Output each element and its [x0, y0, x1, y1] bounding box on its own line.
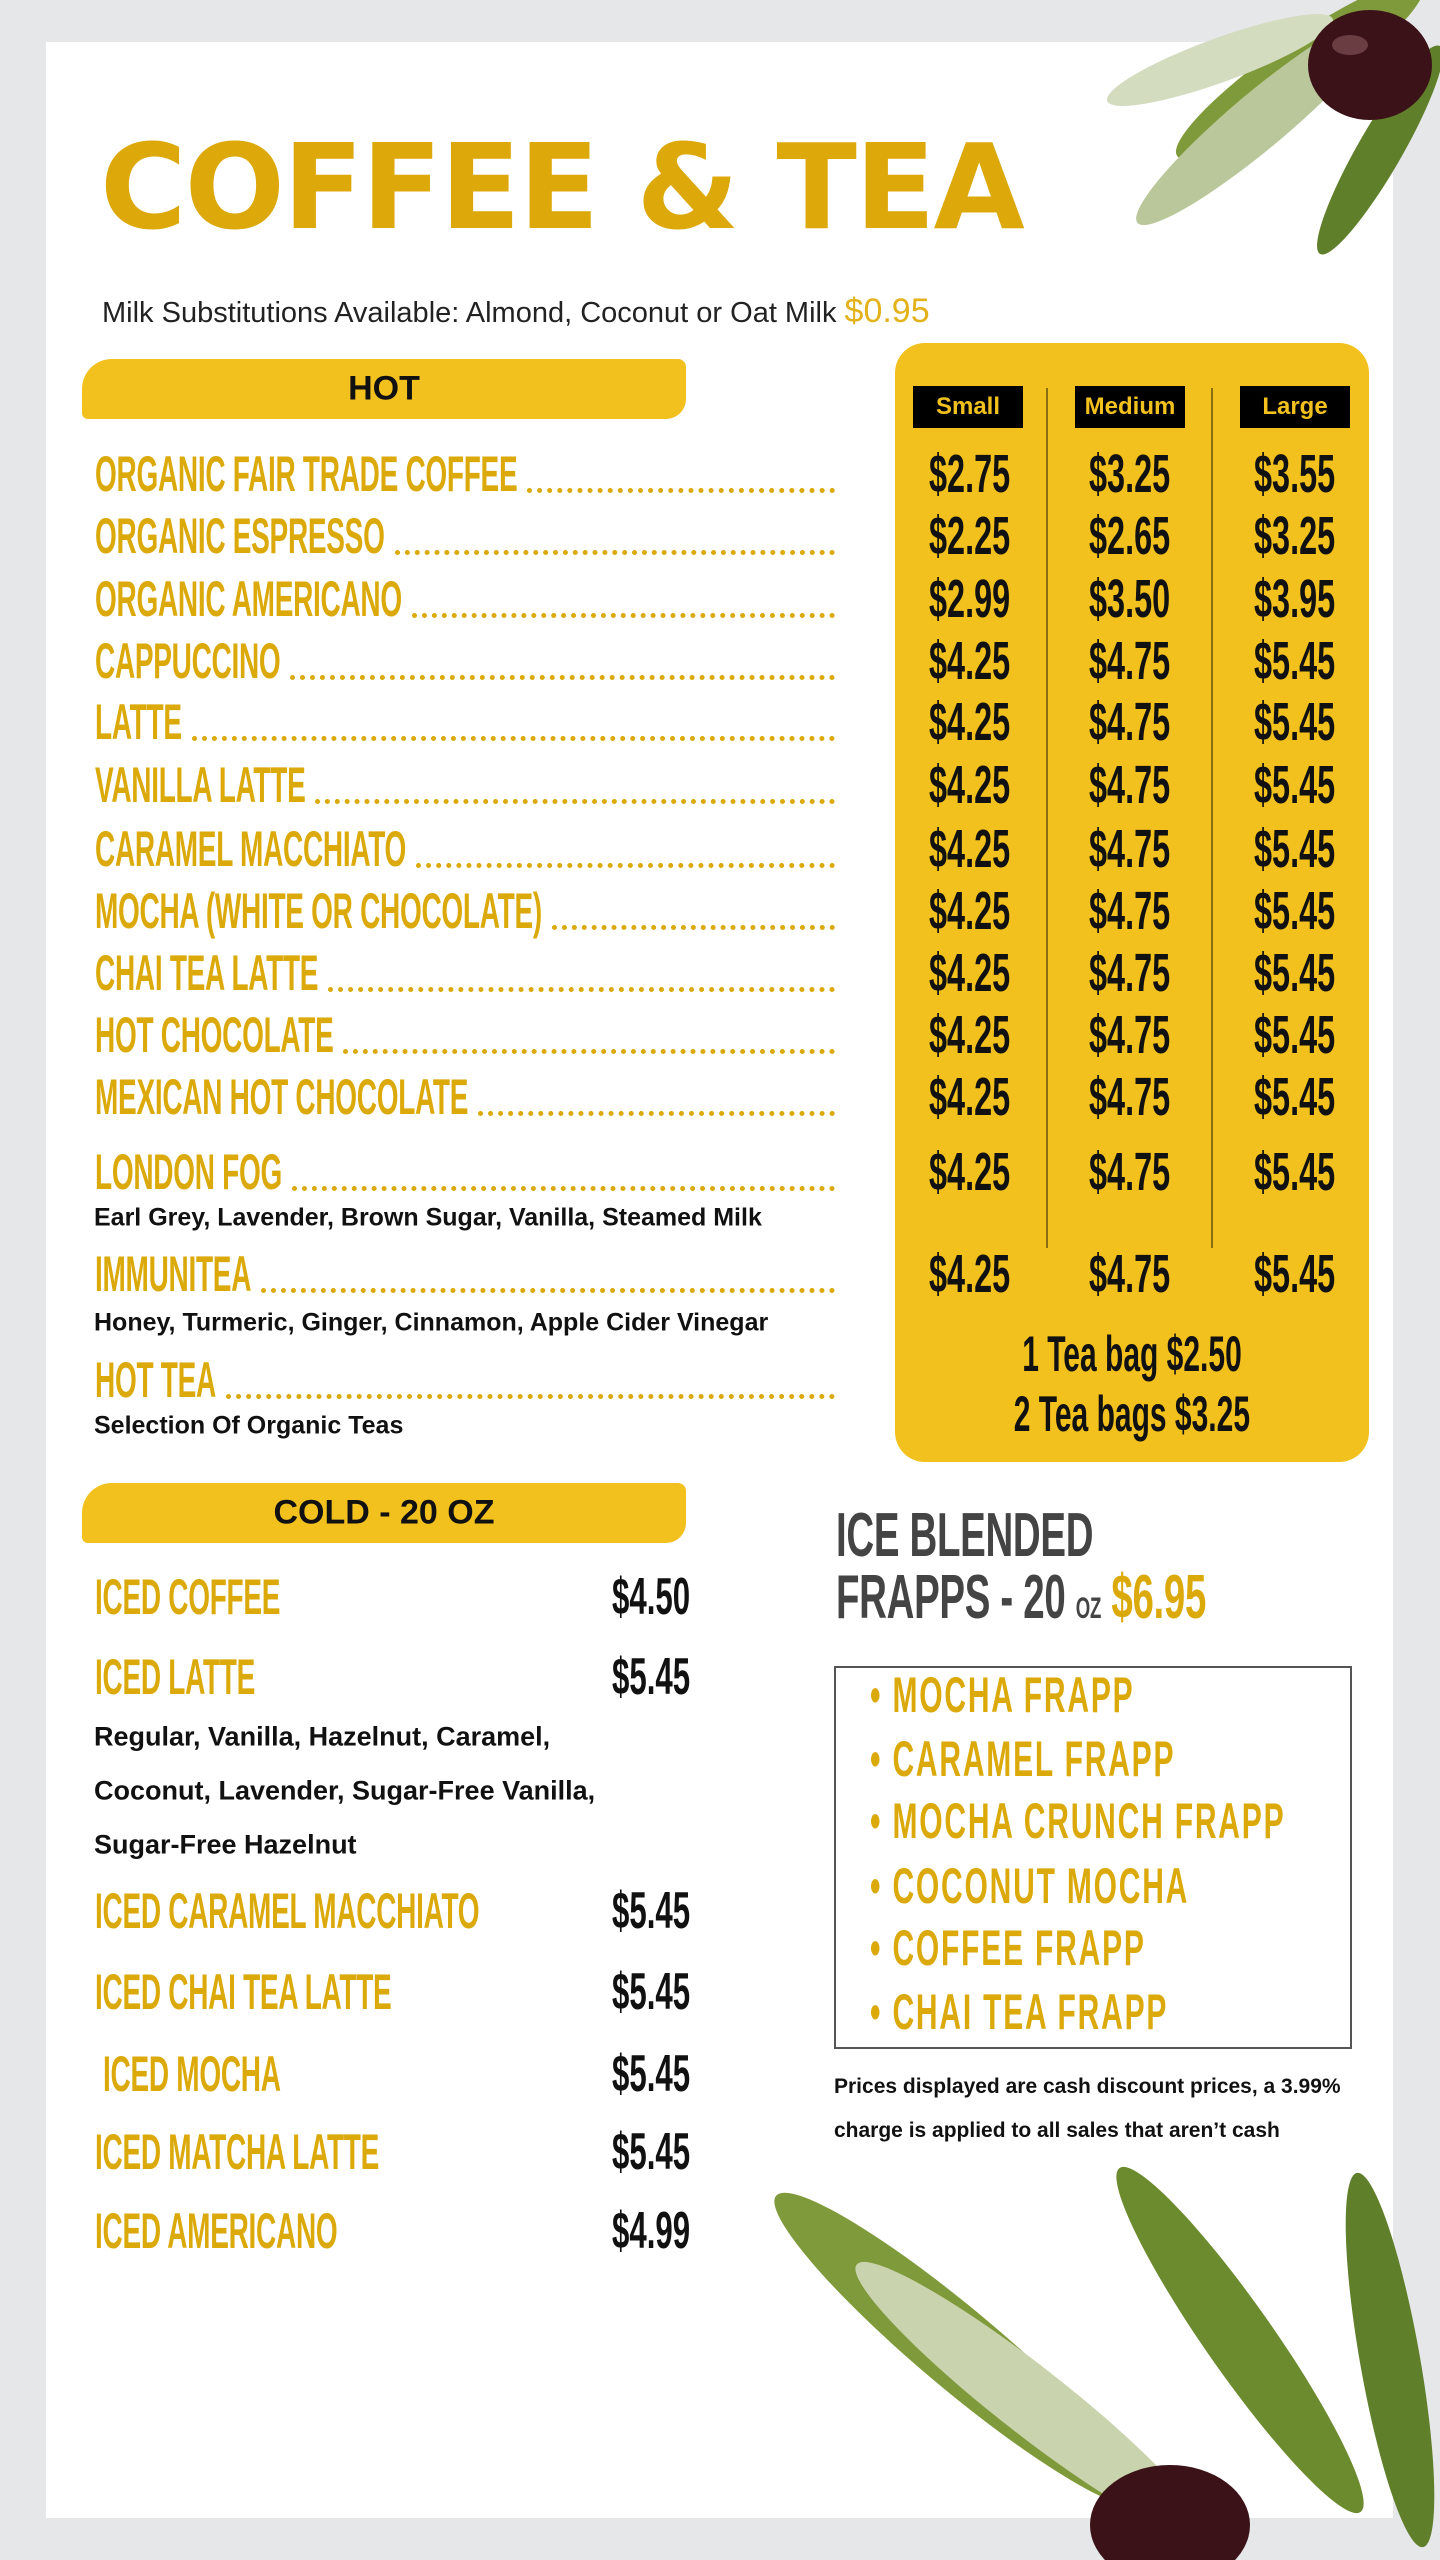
cold-item-price — [520, 1963, 690, 2021]
cold-item-price-text: $5.45 — [611, 1648, 690, 1706]
frapp-item-text: • COCONUT MOCHA — [870, 1858, 1190, 1914]
hot-item-price-medium-text: $4.75 — [1089, 755, 1171, 815]
tea-bag-price — [895, 1386, 1369, 1442]
hot-item-name-text: HOT CHOCOLATE — [95, 1007, 334, 1063]
hot-item-price-large-text: $5.45 — [1254, 881, 1336, 941]
cold-item-price-text: $5.45 — [611, 1882, 690, 1940]
dotted-leader — [192, 736, 835, 741]
hot-item-price-small — [890, 631, 1050, 691]
hot-item-price-small — [890, 943, 1050, 1003]
hot-item-price-medium — [1050, 569, 1210, 629]
cold-item-name-text: ICED CARAMEL MACCHIATO — [95, 1883, 480, 1939]
milk-substitutions-text: Milk Substitutions Available: Almond, Coconut or Oat Milk — [102, 297, 837, 329]
frapp-item — [870, 1731, 1379, 1787]
hot-item-price-medium — [1050, 631, 1210, 691]
dotted-leader — [315, 799, 835, 804]
cold-item-description: Coconut, Lavender, Sugar-Free Vanilla, — [94, 1775, 596, 1806]
hot-item-name-text: VANILLA LATTE — [95, 757, 306, 813]
cold-item-name — [95, 1649, 381, 1705]
hot-item-price-small-text: $2.75 — [929, 444, 1011, 504]
hot-item-description: Honey, Turmeric, Ginger, Cinnamon, Apple Cider Vinegar — [94, 1308, 769, 1337]
hot-item-price-medium — [1050, 1142, 1210, 1202]
hot-item-price-medium-text: $4.75 — [1089, 1244, 1171, 1304]
hot-item-price-large — [1215, 1005, 1375, 1065]
frapp-item — [870, 1920, 1330, 1976]
hot-item-price-medium-text: $4.75 — [1089, 943, 1171, 1003]
dotted-leader — [226, 1394, 835, 1399]
hot-item-price-medium — [1050, 943, 1210, 1003]
hot-item-price-small-text: $4.25 — [929, 631, 1011, 691]
hot-item-price-medium-text: $4.75 — [1089, 1142, 1171, 1202]
hot-item-price-large — [1215, 755, 1375, 815]
frapp-item-text: • COFFEE FRAPP — [870, 1920, 1146, 1976]
cold-item-price — [520, 2123, 690, 2181]
hot-item-price-medium-text: $4.75 — [1089, 631, 1171, 691]
cold-item-name-text: ICED MOCHA — [103, 2046, 281, 2102]
hot-item-price-small — [890, 881, 1050, 941]
hot-item-price-large-text: $5.45 — [1254, 631, 1336, 691]
hot-item-price-small-text: $4.25 — [929, 1067, 1011, 1127]
dotted-leader — [552, 925, 835, 930]
tea-bag-price-text: 1 Tea bag $2.50 — [1022, 1326, 1242, 1382]
hot-item-price-small — [890, 1142, 1050, 1202]
hot-item-price-small — [890, 1244, 1050, 1304]
cold-item-name — [95, 1569, 426, 1625]
hot-item-price-large — [1215, 1142, 1375, 1202]
hot-item-price-medium — [1050, 506, 1210, 566]
cold-item-price-text: $4.50 — [611, 1568, 690, 1626]
hot-item-name-text: LONDON FOG — [95, 1144, 282, 1200]
hot-item-price-medium-text: $4.75 — [1089, 1005, 1171, 1065]
cold-item-price — [520, 2202, 690, 2260]
hot-item-price-large-text: $5.45 — [1254, 819, 1336, 879]
ice-blended-title — [836, 1501, 1251, 1570]
cold-item-name-text: ICED CHAI TEA LATTE — [95, 1964, 392, 2020]
cold-banner — [82, 1483, 686, 1543]
hot-item-price-medium-text: $4.75 — [1089, 692, 1171, 752]
dotted-leader — [395, 550, 835, 555]
hot-item-name-text: ORGANIC ESPRESSO — [95, 508, 385, 564]
dotted-leader — [290, 675, 835, 680]
cold-item-price-text: $4.99 — [611, 2202, 690, 2260]
page-title: COFFEE & TEA — [100, 118, 1023, 256]
cold-item-price-text: $5.45 — [611, 1963, 690, 2021]
hot-item-price-medium — [1050, 1244, 1210, 1304]
hot-item-price-large — [1215, 569, 1375, 629]
cold-item-price-text: $5.45 — [611, 2123, 690, 2181]
frapp-item — [870, 1984, 1367, 2040]
frapp-item — [870, 1667, 1311, 1723]
cold-label: COLD - 20 OZ — [273, 1493, 495, 1532]
hot-item-price-small-text: $4.25 — [929, 943, 1011, 1003]
hot-item-price-small-text: $4.25 — [929, 881, 1011, 941]
hot-item-price-small — [890, 692, 1050, 752]
hot-item-price-large-text: $3.25 — [1254, 506, 1336, 566]
hot-item-price-large — [1215, 506, 1375, 566]
ice-blended-line1: ICE BLENDED — [836, 1501, 1094, 1570]
hot-item-price-large — [1215, 1067, 1375, 1127]
dotted-leader — [292, 1186, 835, 1191]
hot-banner — [82, 359, 686, 419]
dotted-leader — [261, 1288, 835, 1293]
milk-substitutions — [102, 294, 930, 330]
cold-item-name-text: ICED COFFEE — [95, 1569, 281, 1625]
frapps-price: $6.95 — [1111, 1563, 1207, 1632]
hot-item-price-large — [1215, 943, 1375, 1003]
cold-item-description: Regular, Vanilla, Hazelnut, Caramel, — [94, 1721, 551, 1752]
hot-item-price-small-text: $4.25 — [929, 755, 1011, 815]
hot-item-price-large-text: $3.95 — [1254, 569, 1336, 629]
frapps-line2: FRAPPS - 20 — [836, 1563, 1066, 1632]
frapps-title — [836, 1563, 1433, 1632]
hot-item-price-large-text: $5.45 — [1254, 1244, 1336, 1304]
hot-item-price-large-text: $5.45 — [1254, 755, 1336, 815]
frapps-unit: OZ — [1075, 1592, 1102, 1625]
hot-item-name-text: IMMUNITEA — [95, 1246, 252, 1302]
hot-item-name-text: MEXICAN HOT CHOCOLATE — [95, 1069, 469, 1125]
hot-item-price-small — [890, 506, 1050, 566]
hot-item-name-text: HOT TEA — [95, 1352, 216, 1408]
hot-item-price-small-text: $2.99 — [929, 569, 1011, 629]
cold-item-price-text: $5.45 — [611, 2045, 690, 2103]
hot-item-price-large — [1215, 819, 1375, 879]
hot-item-name-text: CHAI TEA LATTE — [95, 945, 319, 1001]
olive-leaves-top-icon — [1040, 0, 1440, 260]
hot-item-price-medium — [1050, 881, 1210, 941]
hot-item-price-large-text: $5.45 — [1254, 1142, 1336, 1202]
frapp-item-text: • MOCHA CRUNCH FRAPP — [870, 1793, 1286, 1849]
hot-item-price-large-text: $3.55 — [1254, 444, 1336, 504]
hot-item-name-text: ORGANIC AMERICANO — [95, 571, 402, 627]
dotted-leader — [416, 863, 835, 868]
size-medium: Medium — [1075, 386, 1185, 428]
hot-item-name-text: LATTE — [95, 694, 182, 750]
hot-item-description: Earl Grey, Lavender, Brown Sugar, Vanilla, Steamed Milk — [94, 1203, 762, 1232]
hot-item-price-small — [890, 755, 1050, 815]
cold-item-name-text: ICED AMERICANO — [95, 2203, 338, 2259]
hot-item-price-medium-text: $4.75 — [1089, 881, 1171, 941]
hot-item-price-large-text: $5.45 — [1254, 1005, 1336, 1065]
frapp-item-text: • MOCHA FRAPP — [870, 1667, 1135, 1723]
hot-item-price-large-text: $5.45 — [1254, 943, 1336, 1003]
dotted-leader — [412, 613, 835, 618]
hot-item-price-large — [1215, 1244, 1375, 1304]
size-large: Large — [1240, 386, 1350, 428]
hot-item-price-medium — [1050, 1067, 1210, 1127]
dotted-leader — [527, 488, 835, 493]
hot-item-price-small — [890, 569, 1050, 629]
cold-item-name — [103, 2046, 420, 2102]
cold-item-price — [520, 1568, 690, 1626]
hot-item-name-text: MOCHA (WHITE OR CHOCOLATE) — [95, 883, 542, 939]
hot-item-price-large — [1215, 881, 1375, 941]
hot-item-price-medium — [1050, 444, 1210, 504]
cold-item-price — [520, 1648, 690, 1706]
hot-item-price-small — [890, 1005, 1050, 1065]
hot-item-price-small-text: $4.25 — [929, 692, 1011, 752]
cold-item-name-text: ICED MATCHA LATTE — [95, 2124, 380, 2180]
hot-item-price-small-text: $4.25 — [929, 1005, 1011, 1065]
hot-item-price-small — [890, 1067, 1050, 1127]
olive-leaves-bottom-icon — [700, 2140, 1440, 2560]
hot-item-description: Selection Of Organic Teas — [94, 1411, 404, 1440]
hot-item-price-small-text: $4.25 — [929, 1142, 1011, 1202]
hot-item-price-medium — [1050, 755, 1210, 815]
cold-item-name — [95, 2203, 528, 2259]
hot-item-price-large — [1215, 631, 1375, 691]
cold-item-price — [520, 1882, 690, 1940]
hot-item-price-medium-text: $2.65 — [1089, 506, 1171, 566]
hot-item-price-medium-text: $4.75 — [1089, 1067, 1171, 1127]
hot-item-price-large-text: $5.45 — [1254, 1067, 1336, 1127]
cold-item-name-text: ICED LATTE — [95, 1649, 256, 1705]
hot-item-name-text: CAPPUCCINO — [95, 633, 281, 689]
dotted-leader — [478, 1111, 835, 1116]
hot-item-name-text: ORGANIC FAIR TRADE COFFEE — [95, 446, 518, 502]
hot-item-price-large — [1215, 444, 1375, 504]
frapp-item-text: • CHAI TEA FRAPP — [870, 1984, 1169, 2040]
cash-discount-note: Prices displayed are cash discount prices, a 3.99% — [834, 2075, 1341, 2098]
hot-label: HOT — [348, 369, 420, 408]
tea-bag-price-text: 2 Tea bags $3.25 — [1013, 1386, 1251, 1442]
hot-item-price-medium — [1050, 692, 1210, 752]
hot-item-price-medium-text: $3.25 — [1089, 444, 1171, 504]
cold-item-price — [520, 2045, 690, 2103]
column-divider — [1211, 388, 1213, 1248]
frapp-item-text: • CARAMEL FRAPP — [870, 1731, 1176, 1787]
hot-item-price-small — [890, 444, 1050, 504]
dotted-leader — [328, 987, 835, 992]
hot-item-price-small-text: $4.25 — [929, 819, 1011, 879]
hot-item-price-small — [890, 819, 1050, 879]
cash-discount-note: charge is applied to all sales that aren’t cash — [834, 2119, 1280, 2142]
milk-substitutions-price: $0.95 — [844, 292, 930, 330]
hot-item-price-medium — [1050, 1005, 1210, 1065]
hot-item-price-medium — [1050, 819, 1210, 879]
frapp-item — [870, 1858, 1402, 1914]
cold-item-description: Sugar-Free Hazelnut — [94, 1829, 357, 1860]
hot-item-price-medium-text: $3.50 — [1089, 569, 1171, 629]
frapp-item — [870, 1793, 1440, 1849]
hot-item-price-small-text: $4.25 — [929, 1244, 1011, 1304]
size-small: Small — [913, 386, 1023, 428]
dotted-leader — [343, 1049, 835, 1054]
hot-item-price-small-text: $2.25 — [929, 506, 1011, 566]
tea-bag-price — [895, 1326, 1369, 1382]
hot-item-price-medium-text: $4.75 — [1089, 819, 1171, 879]
hot-item-price-large — [1215, 692, 1375, 752]
hot-item-price-large-text: $5.45 — [1254, 692, 1336, 752]
hot-item-name-text: CARAMEL MACCHIATO — [95, 821, 407, 877]
